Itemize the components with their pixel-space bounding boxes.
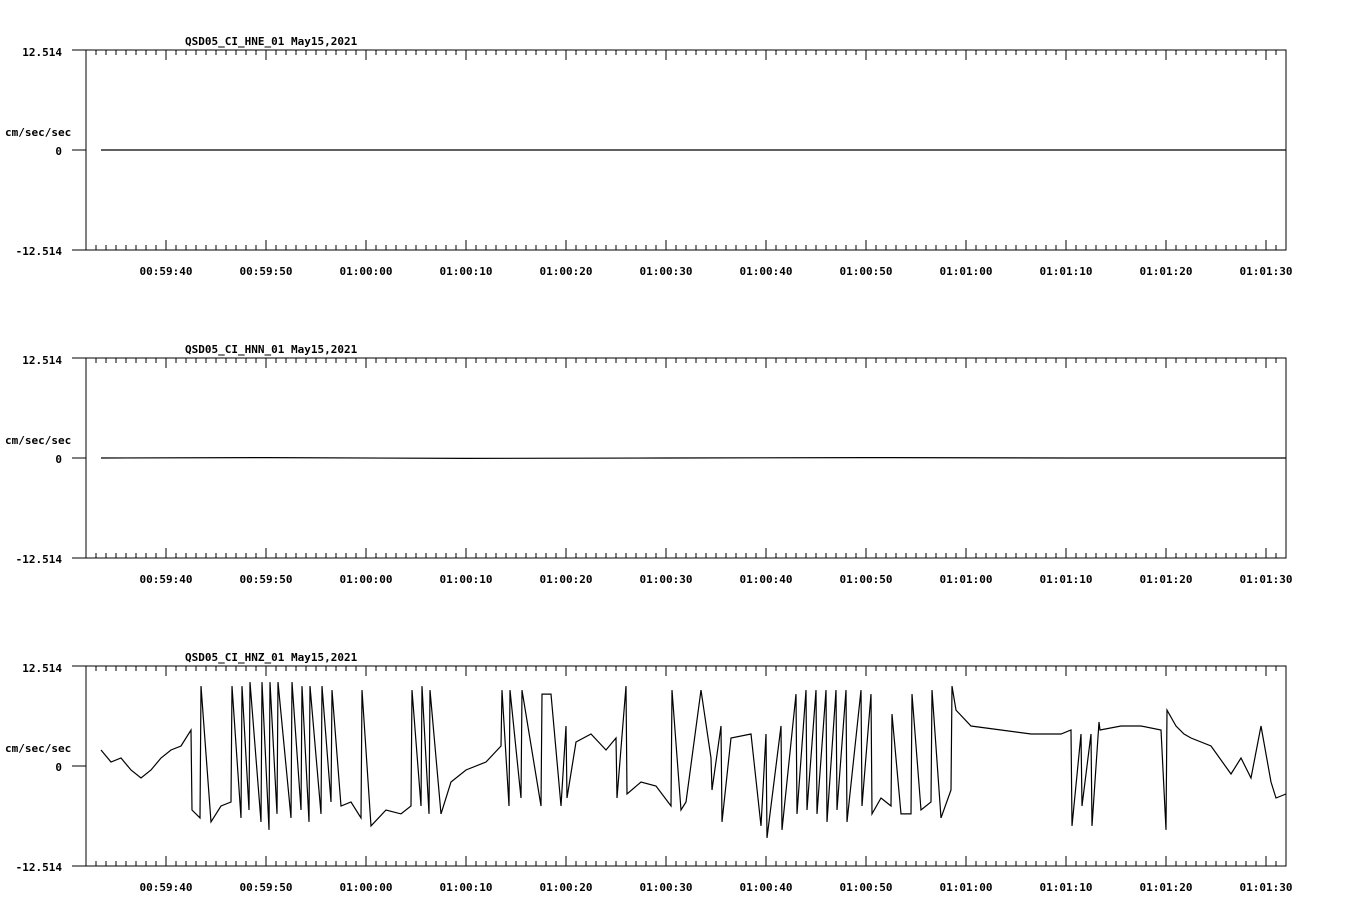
trace — [101, 458, 1286, 459]
x-tick-label: 01:00:30 — [639, 881, 693, 894]
y-axis-label: cm/sec/sec — [5, 434, 72, 447]
y-tick-label-min: -12.514 — [15, 245, 62, 258]
y-axis-label: cm/sec/sec — [5, 742, 72, 755]
panel-title: QSD05_CI_HNN_01 May15,2021 — [185, 343, 358, 356]
panel-hnn — [5, 343, 1292, 586]
x-tick-label: 01:01:30 — [1239, 265, 1293, 278]
x-tick-labels — [140, 265, 1293, 278]
x-tick-label: 01:01:20 — [1139, 573, 1193, 586]
series-line — [101, 458, 1286, 459]
y-tick-label-zero: 0 — [55, 453, 62, 466]
x-tick-label: 00:59:50 — [239, 265, 293, 278]
panel-hnz — [5, 651, 1292, 894]
y-tick-label-zero: 0 — [55, 761, 62, 774]
x-tick-label: 01:01:30 — [1239, 881, 1293, 894]
x-tick-label: 01:00:50 — [839, 881, 893, 894]
x-tick-label: 01:00:20 — [539, 573, 593, 586]
x-tick-label: 01:00:30 — [639, 573, 693, 586]
x-tick-label: 01:00:40 — [739, 881, 793, 894]
x-tick-label: 01:01:30 — [1239, 573, 1293, 586]
x-tick-label: 01:00:00 — [339, 573, 393, 586]
x-tick-label: 01:00:50 — [839, 265, 893, 278]
x-tick-label: 01:00:10 — [439, 881, 493, 894]
trace — [101, 682, 1286, 838]
y-tick-label-max: 12.514 — [22, 662, 62, 675]
series-line — [101, 682, 1286, 838]
y-axis-label: cm/sec/sec — [5, 126, 72, 139]
y-tick-label-max: 12.514 — [22, 354, 62, 367]
x-tick-label: 00:59:50 — [239, 573, 293, 586]
x-tick-labels — [140, 881, 1293, 894]
x-tick-label: 01:01:00 — [939, 881, 993, 894]
x-tick-label: 01:01:00 — [939, 573, 993, 586]
x-tick-label: 01:01:10 — [1039, 573, 1093, 586]
ticks — [72, 666, 1286, 866]
x-tick-label: 01:00:10 — [439, 573, 493, 586]
panel-title: QSD05_CI_HNZ_01 May15,2021 — [185, 651, 358, 664]
x-tick-label: 01:00:30 — [639, 265, 693, 278]
x-tick-label: 01:01:00 — [939, 265, 993, 278]
x-tick-label: 01:00:00 — [339, 265, 393, 278]
x-tick-label: 01:00:50 — [839, 573, 893, 586]
x-tick-label: 00:59:50 — [239, 881, 293, 894]
y-tick-label-max: 12.514 — [22, 46, 62, 59]
x-tick-label: 01:01:10 — [1039, 265, 1093, 278]
y-tick-label-min: -12.514 — [15, 861, 62, 874]
x-tick-label: 00:59:40 — [139, 881, 193, 894]
x-tick-label: 01:01:20 — [1139, 265, 1193, 278]
x-tick-label: 01:00:40 — [739, 573, 793, 586]
x-tick-label: 01:00:10 — [439, 265, 493, 278]
panel-title: QSD05_CI_HNE_01 May15,2021 — [185, 35, 358, 48]
x-tick-label: 01:01:20 — [1139, 881, 1193, 894]
x-tick-label: 00:59:40 — [139, 573, 193, 586]
y-tick-label-zero: 0 — [55, 145, 62, 158]
x-tick-label: 01:00:20 — [539, 881, 593, 894]
y-tick-label-min: -12.514 — [15, 553, 62, 566]
x-tick-labels — [140, 573, 1293, 586]
x-tick-label: 01:01:10 — [1039, 881, 1093, 894]
x-tick-label: 01:00:20 — [539, 265, 593, 278]
panel-hne — [5, 35, 1292, 278]
x-tick-label: 01:00:00 — [339, 881, 393, 894]
x-tick-label: 00:59:40 — [139, 265, 193, 278]
x-tick-label: 01:00:40 — [739, 265, 793, 278]
